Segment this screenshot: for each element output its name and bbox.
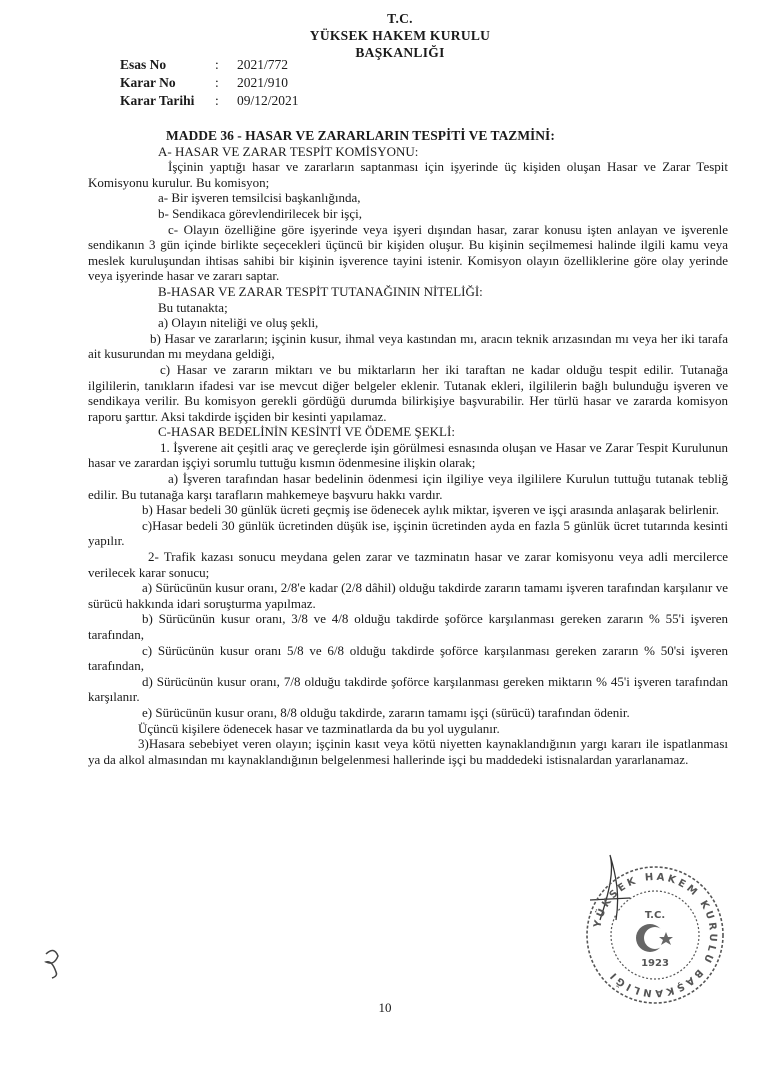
article-title: MADDE 36 - HASAR VE ZARARLARIN TESPİTİ VE TAZMİNİ: [166, 128, 555, 143]
list-item: c) Hasar ve zararın miktarı ve bu miktarların her iki taraftan ne kadar olduğu tespit edilir. Tutanağa ilgililerin, tanıkların ifadesi var ise mevcut diğer belgeler eklenir. Tutanak ekleri, ilgililerin bağlı bulunduğu işveren ve sendikaya verilir. Bu komisyon gerekli gördüğü durumda bilirkişiye başvurabilir. Her türlü hasar ve zararda komisyon raporu şarttır. Aksi takdirde işçiden bir kesinti yapılamaz. [88, 361, 728, 424]
paragraph: 2- Trafik kazası sonucu meydana gelen zarar ve tazminatın hasar ve zarar komisyonu veya adli mercilerce verilecek karar sonucu; [88, 549, 728, 580]
list-item: b) Sürücünün kusur oranı, 3/8 ve 4/8 olduğu takdirde şoförce karşılanması gereken zararın % 55'i işveren tarafından, [88, 611, 728, 642]
meta-key: Karar No [120, 75, 176, 90]
meta-key: Esas No [120, 57, 167, 72]
list-item: d) Sürücünün kusur oranı, 7/8 olduğu takdirde şoförce karşılanması gereken miktarın % 45'i işveren tarafından karşılanır. [88, 673, 728, 705]
list-item: a) Olayın niteliği ve oluş şekli, [158, 315, 319, 331]
section-a-heading: A- HASAR VE ZARAR TESPİT KOMİSYONU: [158, 143, 419, 159]
document-body [88, 128, 728, 767]
paragraph: 1. İşverene ait çeşitli araç ve gereçlerde işin görülmesi esnasında oluşan ve Hasar ve Zarar Tespit Kurulunun hasar ve zarardan işçiyi sorumlu tuttuğu kısmın ödenmesine ilişkin olarak; [88, 439, 728, 471]
paragraph: Üçüncü kişilere ödenecek hasar ve tazminatlarda da bu yol uygulanır. [138, 720, 500, 736]
paragraph: 3)Hasara sebebiyet veren olayın; işçinin kasıt veya kötü niyetten kaynaklandığının yargı kararı ile ispatlanması ya da alkol almasından mı kaynaklandığının belgelenmesi hallerinde işçi bu maddedeki istisnalardan yararlanamaz. [88, 736, 728, 767]
list-item: e) Sürücünün kusur oranı, 8/8 olduğu takdirde, zararın tamamı işçi (sürücü) tarafından ödenir. [142, 704, 630, 720]
meta-row-esas: Esas No : 2021/772 [120, 57, 289, 72]
list-item: b- Sendikaca görevlendirilecek bir işçi, [158, 205, 362, 221]
list-item: b) Hasar ve zararların; işçinin kusur, ihmal veya kastından mı, aracın teknik arızasından mı veya her iki tarafa ait kusurundan mı meydana geldiği, [88, 330, 728, 362]
handwritten-initial-icon [36, 940, 76, 980]
seal-ring-text: YÜKSEK HAKEM KURULU BAŞKANLIĞI [592, 871, 719, 999]
seal-stamp-icon [580, 860, 730, 1010]
document-header [300, 10, 500, 61]
meta-value: 2021/910 [237, 75, 289, 90]
list-item: c- Olayın özelliğine göre işyerinde veya işyeri dışından hasar, zarar konusu işten anlayan ve işverenle sendikanın 3 gün içinde birlikte seçecekleri üçüncü bir kişiden oluşur. Bu kişinin seçilmemesi halinde ilgili kamu veya meslek kuruluşundan ihtisas sahibi bir kişinin işverence tayini istenir. Komisyon olayın özelliklerine göre olay yerinde veya işyerinde hasar ve zararı saptar. [88, 221, 728, 284]
meta-value: 09/12/2021 [237, 93, 299, 108]
list-item: a) Sürücünün kusur oranı, 2/8'e kadar (2/8 dâhil) olduğu takdirde zararın tamamı işveren tarafından karşılanır ve sürücü hakkında idari soruşturma yapılmaz. [88, 580, 728, 611]
section-c-heading: C-HASAR BEDELİNİN KESİNTİ VE ÖDEME ŞEKLİ: [158, 424, 455, 440]
page-number: 10 [378, 1000, 392, 1015]
header-office: BAŞKANLIĞI [355, 45, 445, 60]
header-tc: T.C. [387, 11, 413, 26]
paragraph: İşçinin yaptığı hasar ve zararların saptanması için işyerinde üç kişiden oluşan Hasar ve Zarar Tespit Komisyonu kurulur. Bu komisyon; [88, 159, 728, 190]
case-metadata [120, 56, 299, 110]
list-item: b) Hasar bedeli 30 günlük ücreti geçmiş ise ödenecek aylık miktar, işveren ve işçi arasında anlaşarak belirlenir. [142, 502, 720, 518]
list-item: a- Bir işveren temsilcisi başkanlığında, [158, 190, 361, 206]
meta-key: Karar Tarihi [120, 93, 195, 108]
seal-top-text: T.C. [644, 910, 666, 921]
paragraph: Bu tutanakta; [158, 299, 228, 315]
meta-row-tarih: Karar Tarihi : 09/12/2021 [120, 93, 299, 108]
meta-row-karar: Karar No : 2021/910 [120, 75, 289, 90]
list-item: a) İşveren tarafından hasar bedelinin ödenmesi için ilgiliye veya ilgililere Kurulun tuttuğu tutanak tebliğ edilir. Bu tutanağa karşı tarafların mahkemeye başvuru hakkı vardır. [88, 471, 728, 502]
crescent-star-icon [636, 924, 673, 952]
header-institution: YÜKSEK HAKEM KURULU [309, 28, 491, 43]
section-b-heading: B-HASAR VE ZARAR TESPİT TUTANAĞININ NİTELİĞİ: [158, 283, 483, 299]
meta-value: 2021/772 [237, 57, 289, 72]
list-item: c)Hasar bedeli 30 günlük ücretinden düşük ise, işçinin ücretinden ayda en fazla 5 günlük ücret tutarında kesinti yapılır. [88, 517, 728, 549]
list-item: c) Sürücünün kusur oranı 5/8 ve 6/8 olduğu takdirde şoförce karşılanması gereken zararın % 50'si işveren tarafından, [88, 642, 728, 674]
seal-year: 1923 [641, 958, 669, 969]
